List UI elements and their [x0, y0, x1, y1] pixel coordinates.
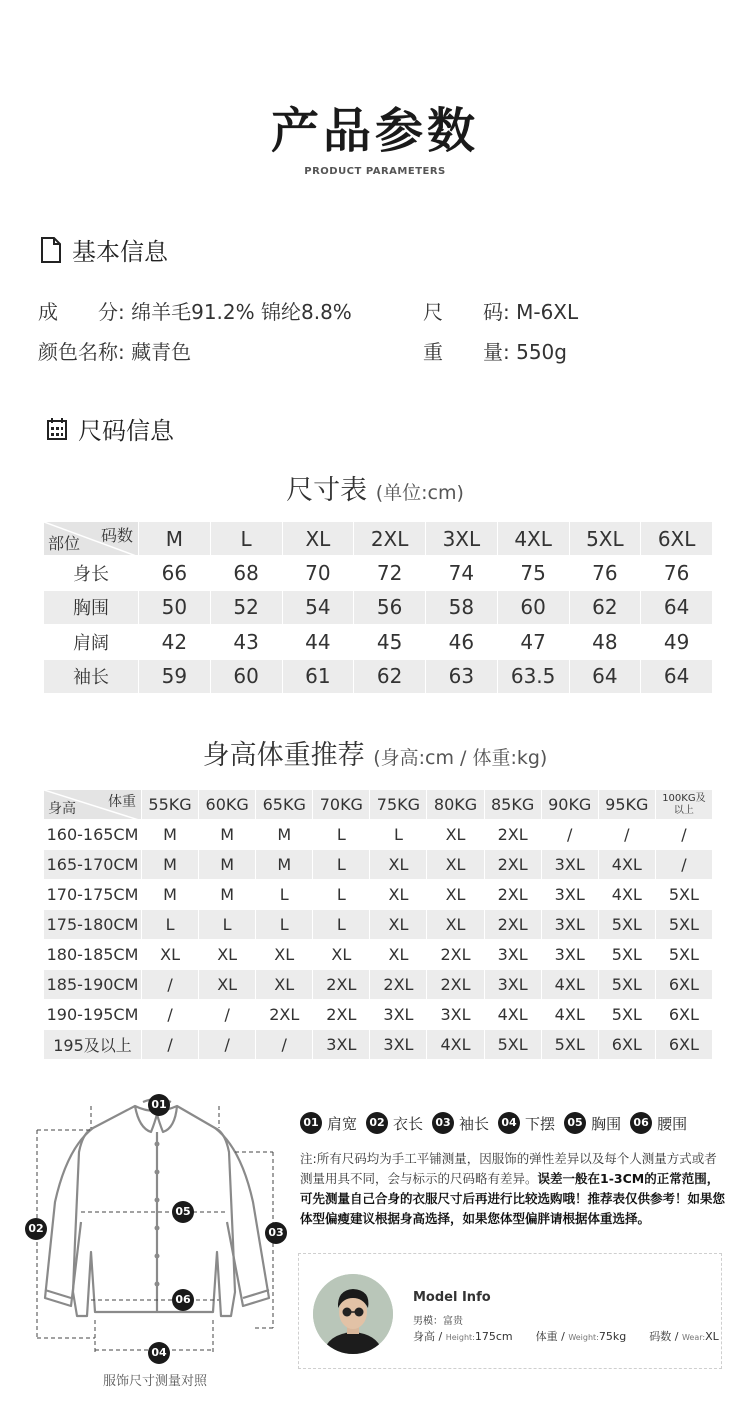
table-cell: L	[256, 880, 313, 910]
size-table-col-header: L	[210, 522, 282, 556]
measurement-note	[300, 1149, 725, 1229]
composition-label: 成 分:	[38, 300, 125, 324]
table-cell: 63.5	[497, 659, 569, 693]
size-table-col-header: 2XL	[354, 522, 426, 556]
legend-label: 肩宽	[327, 1114, 358, 1133]
table-cell: 3XL	[484, 940, 541, 970]
table-cell: 2XL	[427, 970, 484, 1000]
rec-table-col-header: 100KG及 以上	[655, 790, 712, 820]
table-cell: XL	[370, 880, 427, 910]
row-label: 肩阔	[44, 625, 139, 659]
rec-table-col-header: 70KG	[313, 790, 370, 820]
weight-value: 550g	[516, 340, 567, 364]
table-row	[44, 940, 713, 970]
table-cell: XL	[199, 970, 256, 1000]
row-label: 190-195CM	[44, 1000, 142, 1030]
table-cell: 2XL	[313, 970, 370, 1000]
legend-item	[366, 1112, 423, 1134]
legend-item	[498, 1112, 555, 1134]
size-table-header-row	[44, 522, 713, 556]
table-cell: 58	[426, 590, 498, 624]
rec-table-col-header: 55KG	[142, 790, 199, 820]
table-row	[44, 970, 713, 1000]
table-cell: M	[256, 850, 313, 880]
diagram-marker-06: 06	[172, 1289, 194, 1311]
table-cell: 74	[426, 556, 498, 590]
table-cell: 3XL	[370, 1000, 427, 1030]
row-label: 160-165CM	[44, 820, 142, 850]
table-cell: M	[142, 850, 199, 880]
table-cell: L	[256, 910, 313, 940]
table-cell: 76	[569, 556, 641, 590]
table-cell: 2XL	[427, 940, 484, 970]
table-cell: 62	[569, 590, 641, 624]
color-row	[38, 336, 191, 365]
table-cell: XL	[142, 940, 199, 970]
model-wear: XL	[705, 1330, 719, 1343]
legend-number: 02	[366, 1112, 388, 1134]
table-cell: /	[199, 1030, 256, 1060]
legend-item	[564, 1112, 621, 1134]
size-table-corner	[44, 522, 139, 556]
table-cell: 64	[641, 659, 713, 693]
table-row	[44, 1030, 713, 1060]
rec-table-col-header: 95KG	[598, 790, 655, 820]
table-row	[44, 556, 713, 590]
table-cell: 59	[139, 659, 211, 693]
model-height-en: Height:	[445, 1333, 475, 1342]
table-cell: 50	[139, 590, 211, 624]
model-wear-label: 码数 /	[649, 1330, 679, 1343]
legend-item	[300, 1112, 357, 1134]
table-cell: 3XL	[370, 1030, 427, 1060]
table-cell: 70	[282, 556, 354, 590]
table-cell: XL	[370, 850, 427, 880]
size-range-row	[423, 296, 578, 325]
row-label: 195及以上	[44, 1030, 142, 1060]
table-cell: 3XL	[313, 1030, 370, 1060]
model-avatar	[313, 1274, 393, 1354]
model-weight-label: 体重 /	[535, 1330, 565, 1343]
size-table-col-header: M	[139, 522, 211, 556]
size-table	[43, 521, 713, 694]
table-cell: XL	[427, 880, 484, 910]
legend-label: 袖长	[459, 1114, 490, 1133]
table-cell: 5XL	[541, 1030, 598, 1060]
size-info-heading-text: 尺码信息	[78, 417, 174, 445]
table-cell: 3XL	[484, 970, 541, 1000]
note-text: 注:所有尺码均为手工平铺测量，因服饰的弹性差异以及每个人测量方式或者测量用具不同，会与标示的尺码略有差异。	[300, 1151, 717, 1186]
table-cell: L	[313, 850, 370, 880]
table-cell: 2XL	[256, 1000, 313, 1030]
table-row	[44, 820, 713, 850]
row-label: 185-190CM	[44, 970, 142, 1000]
table-cell: XL	[199, 940, 256, 970]
size-table-corner-top: 码数	[100, 526, 133, 545]
table-cell: 47	[497, 625, 569, 659]
table-row	[44, 1000, 713, 1030]
rec-table	[43, 789, 713, 1060]
table-cell: 5XL	[655, 880, 712, 910]
table-cell: 63	[426, 659, 498, 693]
page-title: 产品参数	[270, 103, 479, 159]
table-cell: 3XL	[541, 940, 598, 970]
size-range-value: M-6XL	[516, 300, 579, 324]
legend-number: 04	[498, 1112, 520, 1134]
rec-table-corner	[44, 790, 142, 820]
table-cell: 2XL	[313, 1000, 370, 1030]
size-range-label: 尺 码:	[423, 300, 510, 324]
color-label: 颜色名称:	[38, 340, 125, 364]
document-icon	[40, 237, 62, 263]
shirt-measurement-diagram	[25, 1092, 290, 1367]
model-name: 男模：富贵	[413, 1316, 463, 1327]
model-wear-en: Wear:	[681, 1333, 706, 1342]
model-weight: 75kg	[598, 1330, 627, 1343]
table-cell: L	[142, 910, 199, 940]
basic-info-heading-text: 基本信息	[72, 238, 168, 266]
table-cell: M	[199, 880, 256, 910]
row-label: 180-185CM	[44, 940, 142, 970]
legend-item	[630, 1112, 687, 1134]
table-row	[44, 880, 713, 910]
table-cell: 5XL	[598, 1000, 655, 1030]
table-cell: 3XL	[541, 880, 598, 910]
table-cell: 64	[569, 659, 641, 693]
model-stats	[413, 1328, 719, 1344]
size-table-col-header: 3XL	[426, 522, 498, 556]
rec-table-col-header: 65KG	[256, 790, 313, 820]
table-cell: 72	[354, 556, 426, 590]
rec-table-unit: (身高:cm / 体重:kg)	[373, 747, 548, 769]
table-cell: 5XL	[598, 910, 655, 940]
table-cell: /	[199, 1000, 256, 1030]
size-table-title	[0, 468, 750, 507]
legend-label: 衣长	[393, 1114, 424, 1133]
rec-table-col-header: 90KG	[541, 790, 598, 820]
diagram-caption: 服饰尺寸测量对照	[102, 1374, 207, 1389]
table-cell: 4XL	[484, 1000, 541, 1030]
table-cell: 62	[354, 659, 426, 693]
table-cell: 44	[282, 625, 354, 659]
table-cell: 5XL	[655, 940, 712, 970]
table-cell: /	[142, 1000, 199, 1030]
model-info-title: Model Info	[413, 1290, 491, 1305]
model-info-card	[298, 1253, 722, 1369]
row-label: 165-170CM	[44, 850, 142, 880]
diagram-marker-01: 01	[148, 1094, 170, 1116]
rec-table-col-header: 75KG	[370, 790, 427, 820]
table-cell: 6XL	[655, 1000, 712, 1030]
table-cell: M	[142, 820, 199, 850]
table-cell: 54	[282, 590, 354, 624]
table-cell: M	[199, 820, 256, 850]
table-cell: XL	[370, 940, 427, 970]
table-cell: L	[370, 820, 427, 850]
legend-label: 腰围	[657, 1114, 688, 1133]
rec-table-title-text: 身高体重推荐	[202, 740, 365, 771]
table-cell: 48	[569, 625, 641, 659]
table-cell: 6XL	[655, 1030, 712, 1060]
measure-legend	[300, 1112, 696, 1134]
table-cell: 60	[497, 590, 569, 624]
legend-label: 胸围	[591, 1114, 622, 1133]
table-cell: 64	[641, 590, 713, 624]
table-cell: 3XL	[541, 910, 598, 940]
diagram-marker-02: 02	[25, 1218, 47, 1240]
table-cell: 2XL	[484, 820, 541, 850]
table-cell: /	[142, 1030, 199, 1060]
table-cell: L	[313, 910, 370, 940]
table-cell: 60	[210, 659, 282, 693]
table-cell: 2XL	[370, 970, 427, 1000]
table-row	[44, 850, 713, 880]
table-cell: XL	[427, 850, 484, 880]
table-cell: 75	[497, 556, 569, 590]
table-cell: /	[142, 970, 199, 1000]
legend-item	[432, 1112, 489, 1134]
color-value: 藏青色	[131, 340, 192, 364]
size-table-col-header: 4XL	[497, 522, 569, 556]
rec-table-col-header: 80KG	[427, 790, 484, 820]
row-label: 袖长	[44, 659, 139, 693]
rec-table-col-header: 60KG	[199, 790, 256, 820]
row-label: 175-180CM	[44, 910, 142, 940]
rec-table-header-row	[44, 790, 713, 820]
table-cell: XL	[313, 940, 370, 970]
table-cell: 5XL	[484, 1030, 541, 1060]
table-cell: /	[256, 1030, 313, 1060]
page-subtitle: PRODUCT PARAMETERS	[304, 166, 446, 177]
table-row	[44, 910, 713, 940]
row-label: 胸围	[44, 590, 139, 624]
table-cell: 3XL	[427, 1000, 484, 1030]
table-cell: M	[256, 820, 313, 850]
table-cell: 4XL	[427, 1030, 484, 1060]
table-cell: 43	[210, 625, 282, 659]
row-label: 170-175CM	[44, 880, 142, 910]
size-table-col-header: 5XL	[569, 522, 641, 556]
size-table-col-header: XL	[282, 522, 354, 556]
model-weight-en: Weight:	[568, 1333, 599, 1342]
composition-value: 绵羊毛91.2% 锦纶8.8%	[131, 300, 352, 324]
model-photo	[313, 1274, 393, 1354]
row-label: 身长	[44, 556, 139, 590]
table-cell: /	[655, 820, 712, 850]
table-cell: XL	[427, 820, 484, 850]
table-cell: XL	[256, 970, 313, 1000]
weight-row	[423, 336, 567, 365]
table-cell: 6XL	[598, 1030, 655, 1060]
table-cell: /	[655, 850, 712, 880]
table-cell: L	[313, 820, 370, 850]
calendar-icon	[46, 417, 68, 441]
table-cell: 4XL	[541, 970, 598, 1000]
model-height-label: 身高 /	[413, 1330, 443, 1343]
table-cell: 68	[210, 556, 282, 590]
composition-row	[38, 296, 352, 325]
table-row	[44, 590, 713, 624]
table-cell: 2XL	[484, 850, 541, 880]
table-cell: 5XL	[598, 970, 655, 1000]
table-cell: 61	[282, 659, 354, 693]
table-cell: 52	[210, 590, 282, 624]
table-cell: 46	[426, 625, 498, 659]
rec-table-col-header: 85KG	[484, 790, 541, 820]
table-cell: 56	[354, 590, 426, 624]
table-cell: 2XL	[484, 880, 541, 910]
size-table-unit: (单位:cm)	[375, 482, 464, 504]
size-table-col-header: 6XL	[641, 522, 713, 556]
table-cell: 45	[354, 625, 426, 659]
rec-table-corner-top: 体重	[108, 794, 136, 810]
table-cell: /	[598, 820, 655, 850]
table-cell: 3XL	[541, 850, 598, 880]
table-cell: 4XL	[598, 850, 655, 880]
table-cell: 4XL	[598, 880, 655, 910]
size-table-title-text: 尺寸表	[286, 475, 368, 506]
table-row	[44, 625, 713, 659]
diagram-marker-05: 05	[172, 1201, 194, 1223]
diagram-marker-03: 03	[265, 1222, 287, 1244]
table-cell: M	[199, 850, 256, 880]
table-cell: XL	[427, 910, 484, 940]
weight-label: 重 量:	[423, 340, 510, 364]
table-cell: 76	[641, 556, 713, 590]
table-cell: 42	[139, 625, 211, 659]
table-cell: XL	[370, 910, 427, 940]
basic-info-heading	[40, 232, 168, 267]
table-cell: L	[199, 910, 256, 940]
table-cell: XL	[256, 940, 313, 970]
diagram-marker-04: 04	[148, 1342, 170, 1364]
table-cell: 5XL	[598, 940, 655, 970]
table-row	[44, 659, 713, 693]
table-cell: 66	[139, 556, 211, 590]
legend-number: 01	[300, 1112, 322, 1134]
size-info-heading	[46, 411, 174, 446]
table-cell: 4XL	[541, 1000, 598, 1030]
table-cell: L	[313, 880, 370, 910]
rec-table-corner-bottom: 身高	[48, 801, 76, 817]
size-table-corner-bottom: 部位	[48, 534, 81, 554]
table-cell: 5XL	[655, 910, 712, 940]
table-cell: 6XL	[655, 970, 712, 1000]
legend-number: 05	[564, 1112, 586, 1134]
legend-number: 06	[630, 1112, 652, 1134]
legend-label: 下摆	[525, 1114, 556, 1133]
rec-table-title	[0, 733, 750, 772]
model-height: 175cm	[474, 1330, 513, 1343]
table-cell: 2XL	[484, 910, 541, 940]
table-cell: 49	[641, 625, 713, 659]
table-cell: /	[541, 820, 598, 850]
table-cell: M	[142, 880, 199, 910]
note-bold-text: 误差一般在1-3CM的正常范围，可先测量自己合身的衣服尺寸后再进行比较选购哦！推荐表仅供参考！如果您体型偏瘦建议根据身高选择，如果您体型偏胖请根据体重选择。	[300, 1171, 726, 1226]
legend-number: 03	[432, 1112, 454, 1134]
